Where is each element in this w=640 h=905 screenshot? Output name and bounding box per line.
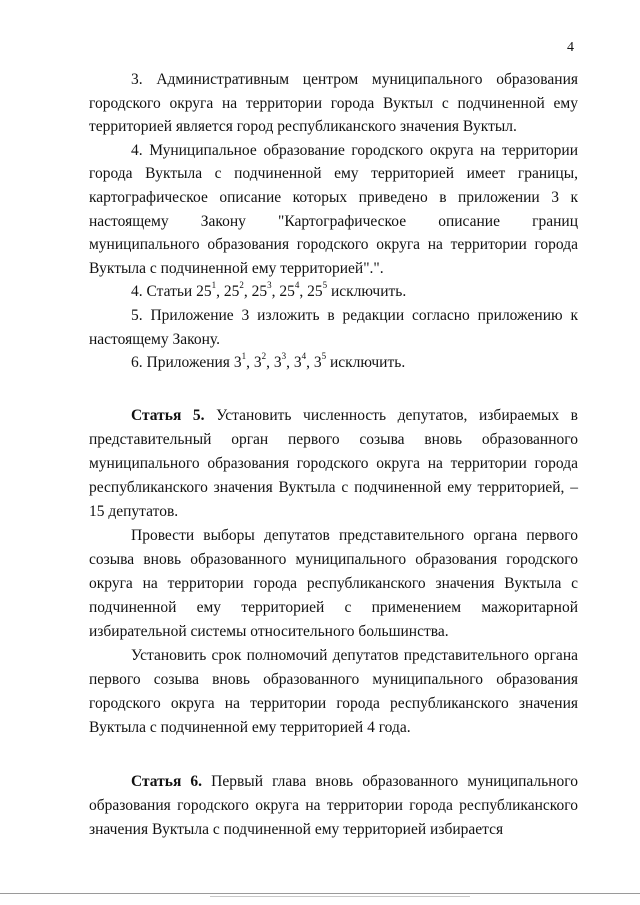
- item-4-articles-prefix: 4. Статьи 25: [131, 283, 212, 301]
- page-number: 4: [567, 40, 574, 55]
- item-6-prefix: 6. Приложения 3: [131, 354, 242, 372]
- spacer: [89, 375, 578, 404]
- item-4-area: 4. Муниципальное образование городского округа на территории города Вуктыла с подчиненной ему территорией имеет границы, картографическое описание которых приведено в приложении 3 к настоящему Закону "Картографическое описание границ муниципального образования городского округа на территории города Вуктыла с подчиненной ему территорией".".: [89, 141, 578, 277]
- item-4-articles-suffix: исключить.: [327, 283, 407, 301]
- scan-edge-line-secondary: [210, 896, 470, 897]
- item-4-articles: 4. Статьи $25^1$, $25^2$, $25^3$, $25^4$, $25^5$ исключить.: [131, 280, 407, 301]
- document-body: [89, 68, 578, 842]
- scan-edge-line: [0, 893, 640, 894]
- article-5-text-1: Установить численность депутатов, избираемых в представительный орган первого созыва вновь образованного муниципального образования городского округа на территории города республиканского значения Вуктыла с подчиненной ему территорией, – 15 депутатов.: [89, 406, 578, 520]
- article-5-paragraph-1: [89, 404, 578, 524]
- article-5-paragraph-2: Провести выборы депутатов представительного органа первого созыва вновь образованного муниципального образования городского округа на территории города республиканского значения Вуктыла с подчиненной ему территорией с применением мажоритарной избирательной системы относительного большинства.: [89, 526, 578, 640]
- item-6-suffix: исключить.: [326, 354, 406, 372]
- spacer: [89, 740, 578, 770]
- article-6-text-1: Первый глава вновь образованного муниципального образования городского округа на территории города республиканского значения Вуктыла с подчиненной ему территорией избирается: [89, 772, 579, 838]
- article-6-heading: Статья 6.: [131, 772, 203, 790]
- item-6: 6. Приложения $3^1$, $3^2$, $3^3$, $3^4$, $3^5$ исключить.: [131, 350, 406, 372]
- article-5-heading: Статья 5.: [131, 406, 205, 424]
- item-5: 5. Приложение 3 изложить в редакции согласно приложению к настоящему Закону.: [89, 306, 578, 348]
- article-6-paragraph-1: [89, 770, 578, 842]
- item-3: 3. Административным центром муниципального образования городского округа на территории города Вуктыл с подчиненной ему территорией является город республиканского значения Вуктыл.: [89, 71, 578, 136]
- article-5-paragraph-3: Установить срок полномочий депутатов представительного органа первого созыва вновь образованного муниципального образования городского округа на территории города республиканского значения Вуктыла с подчиненной ему территорией 4 года.: [89, 646, 578, 736]
